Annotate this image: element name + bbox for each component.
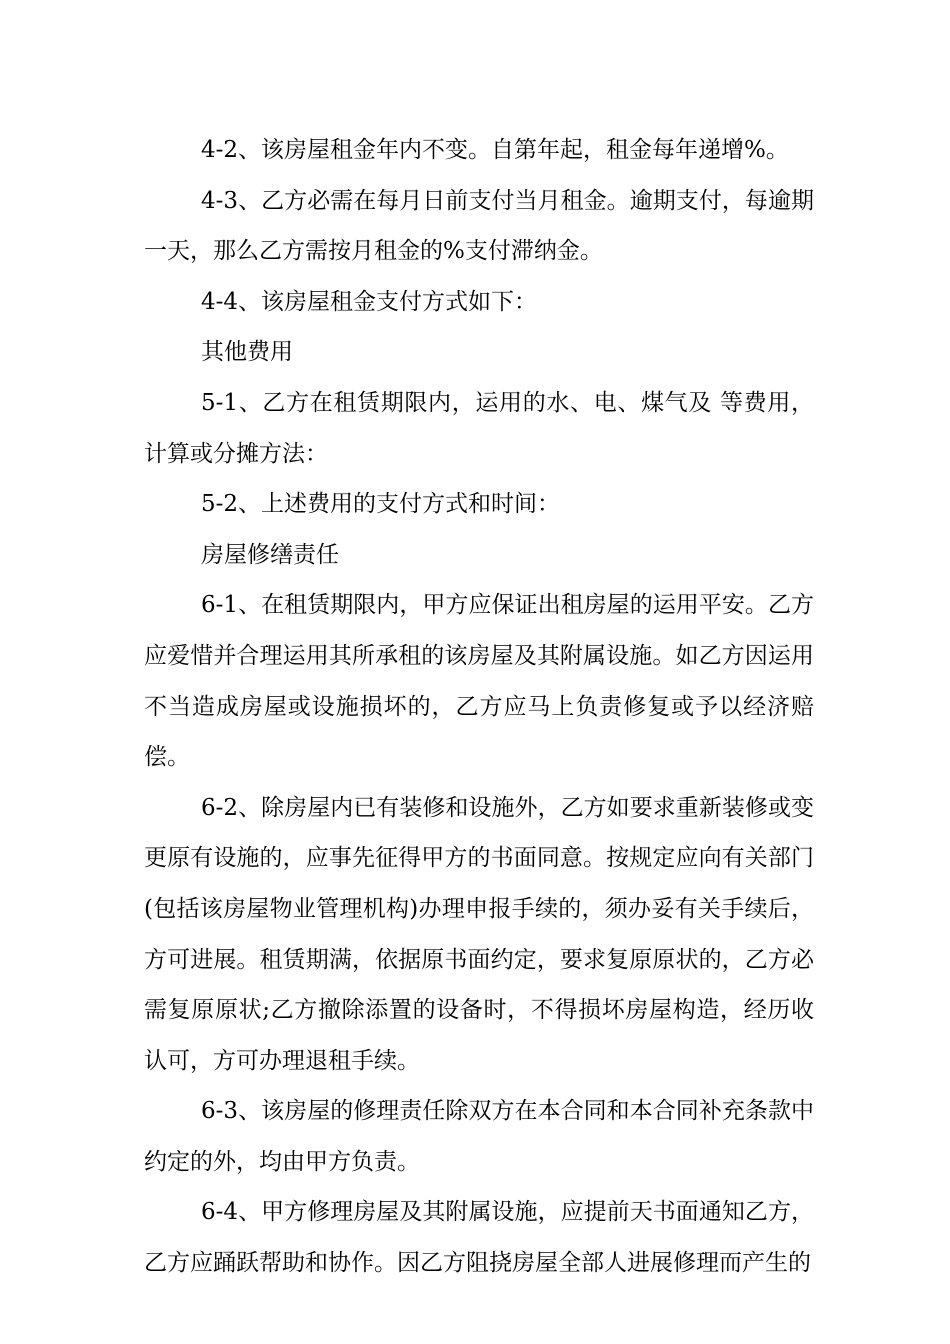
section-heading-repair-responsibility: 房屋修缮责任 — [201, 541, 339, 568]
clause-4-4: 4-4、该房屋租金支付方式如下： — [201, 288, 538, 315]
clause-4-3: 4-3、乙方必需在每月日前支付当月租金。逾期支付，每逾期一天，那么乙方需按月租金的%支付滞纳金。 — [144, 187, 814, 265]
section-heading-other-fees: 其他费用 — [201, 339, 293, 366]
clause-5-2: 5-2、上述费用的支付方式和时间： — [201, 491, 561, 518]
clause-5-1: 5-1、乙方在租赁期限内，运用的水、电、煤气及 等费用，计算或分摊方法： — [144, 389, 814, 467]
clause-6-3: 6-3、该房屋的修理责任除双方在本合同和本合同补充条款中约定的外，均由甲方负责。 — [144, 1098, 814, 1175]
clause-6-4: 6-4、甲方修理房屋及其附属设施，应提前天书面通知乙方，乙方应踊跃帮助和协作。因乙方阻挠房屋全部人进展修理而产生的 — [144, 1199, 814, 1277]
document-page — [144, 125, 814, 1289]
clause-6-2: 6-2、除房屋内已有装修和设施外，乙方如要求重新装修或变更原有设施的，应事先征得甲方的书面同意。按规定应向有关部门(包括该房屋物业管理机构)办理申报手续的，须办妥有关手续后，方可进展。租赁期满，依据原书面约定，要求复原原状的，乙方必需复原原状;乙方撤除添置的设备时，不得损坏房屋构造，经历收认可，方可办理退租手续。 — [144, 794, 814, 1074]
clause-6-1: 6-1、在租赁期限内，甲方应保证出租房屋的运用平安。乙方应爱惜并合理运用其所承租的该房屋及其附属设施。如乙方因运用不当造成房屋或设施损坏的，乙方应马上负责修复或予以经济赔偿。 — [144, 592, 814, 771]
clause-4-2: 4-2、该房屋租金年内不变。自第年起，租金每年递增%。 — [201, 137, 789, 163]
